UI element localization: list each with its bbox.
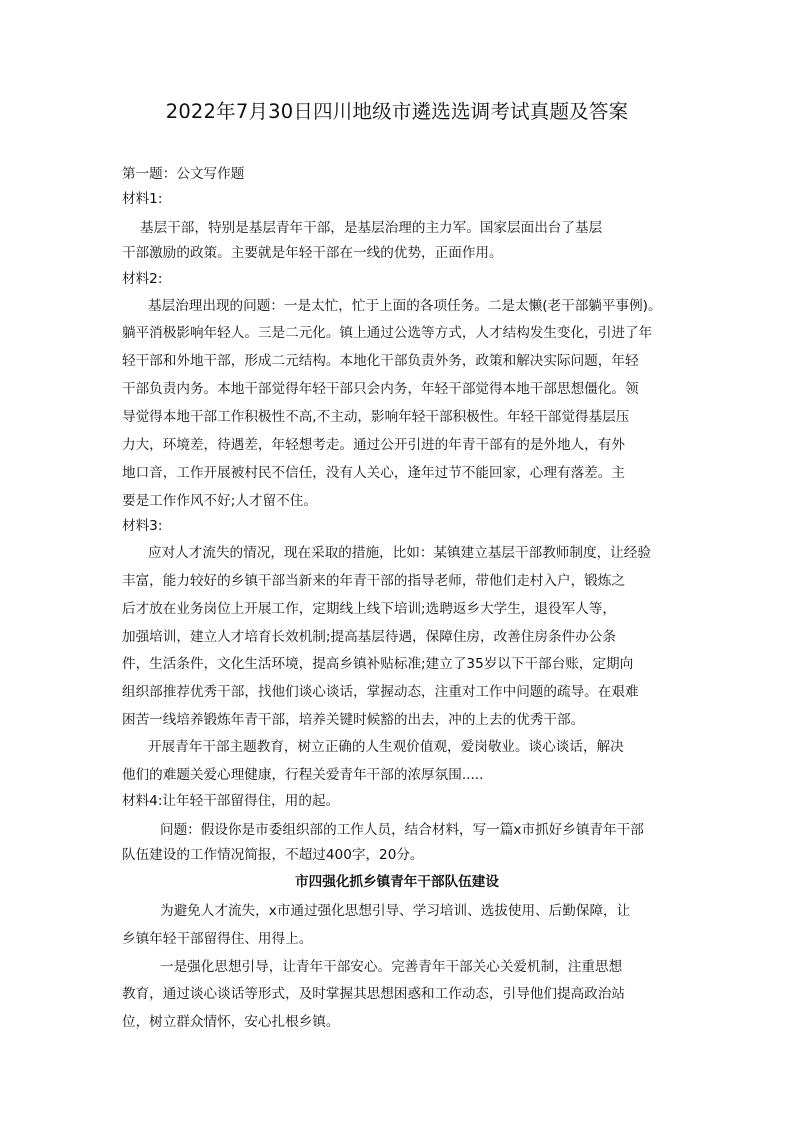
material3-label: 材料3: xyxy=(122,518,163,534)
material3-line: 应对人才流失的情况，现在采取的措施，比如：某镇建立基层干部教师制度，让经验 xyxy=(148,545,651,561)
material4-label: 材料4:让年轻干部留得住，用的起。 xyxy=(122,793,340,809)
material3-line: 困苦一线培养锻炼年青干部，培养关键时候豁的出去，冲的上去的优秀干部。 xyxy=(122,712,585,728)
material2-line: 基层治理出现的问题：一是太忙，忙于上面的各项任务。二是太懒(老干部躺平事例)。 xyxy=(148,298,662,314)
answer-line: 位，树立群众情怀，安心扎根乡镇。 xyxy=(122,1014,340,1030)
material3-line: 后才放在业务岗位上开展工作，定期线上线下培训;选聘返乡大学生，退役军人等， xyxy=(122,601,616,617)
page-title: 2022年7月30日四川地级市遴选选调考试真题及答案 xyxy=(165,100,629,123)
answer-line: 一是强化思想引导，让青年干部安心。完善青年干部关心关爱机制，注重思想 xyxy=(160,959,623,975)
section-heading: 第一题：公文写作题 xyxy=(122,166,245,182)
material3-line: 加强培训，建立人才培育长效机制;提高基层待遇，保障住房，改善住房条件办公条 xyxy=(122,629,616,645)
material2-label: 材料2: xyxy=(122,271,163,287)
material2-line: 躺平消极影响年轻人。三是二元化。镇上通过公选等方式，人才结构发生变化，引进了年 xyxy=(122,325,653,341)
material2-line: 轻干部和外地干部，形成二元结构。本地化干部负责外务，政策和解决实际问题，年轻 xyxy=(122,353,639,369)
material3-line: 丰富，能力较好的乡镇干部当新来的年青干部的指导老师，带他们走村入户，锻炼之 xyxy=(122,573,625,589)
material3-line: 开展青年干部主题教育，树立正确的人生观价值观，爱岗敬业。谈心谈话，解决 xyxy=(148,739,624,755)
material2-line: 力大，环境差，待遇差，年轻想考走。通过公开引进的年青干部有的是外地人，有外 xyxy=(122,437,625,453)
material2-line: 要是工作作风不好;人才留不住。 xyxy=(122,493,317,509)
answer-line: 乡镇年轻干部留得住、用得上。 xyxy=(122,931,313,947)
material2-line: 干部负责内务。本地干部觉得年轻干部只会内务，年轻干部觉得本地干部思想僵化。领 xyxy=(122,381,639,397)
material3-line: 他们的难题关爱心理健康，行程关爱青年干部的浓厚氛围..... xyxy=(122,767,484,783)
answer-title: 市四强化抓乡镇青年干部队伍建设 xyxy=(295,874,499,890)
material2-line: 导觉得本地干部工作积极性不高,不主动，影响年轻干部积极性。年轻干部觉得基层压 xyxy=(122,409,630,425)
material1-label: 材料1: xyxy=(122,191,163,207)
material1-line: 基层干部，特别是基层青年干部，是基层治理的主力军。国家层面出台了基层 xyxy=(140,220,603,236)
question-line: 问题：假设你是市委组织部的工作人员，结合材料，写一篇x市抓好乡镇青年干部 xyxy=(160,822,644,838)
material3-line: 组织部推荐优秀干部，找他们谈心谈话，掌握动态，注重对工作中问题的疏导。在艰难 xyxy=(122,684,639,700)
answer-line: 教育，通过谈心谈话等形式，及时掌握其思想困惑和工作动态，引导他们提高政治站 xyxy=(122,986,625,1002)
material2-line: 地口音，工作开展被村民不信任，没有人关心，逢年过节不能回家，心理有落差。主 xyxy=(122,465,625,481)
question-line: 队伍建设的工作情况简报，不超过400字，20分。 xyxy=(122,847,424,863)
answer-line: 为避免人才流失，x市通过强化思想引导、学习培训、选拔使用、后勤保障，让 xyxy=(160,903,631,919)
material1-line: 干部激励的政策。主要就是年轻干部在一线的优势，正面作用。 xyxy=(122,245,503,261)
material3-line: 件，生活条件，文化生活环境，提高乡镇补贴标准;建立了35岁以下干部台账，定期向 xyxy=(122,656,634,672)
